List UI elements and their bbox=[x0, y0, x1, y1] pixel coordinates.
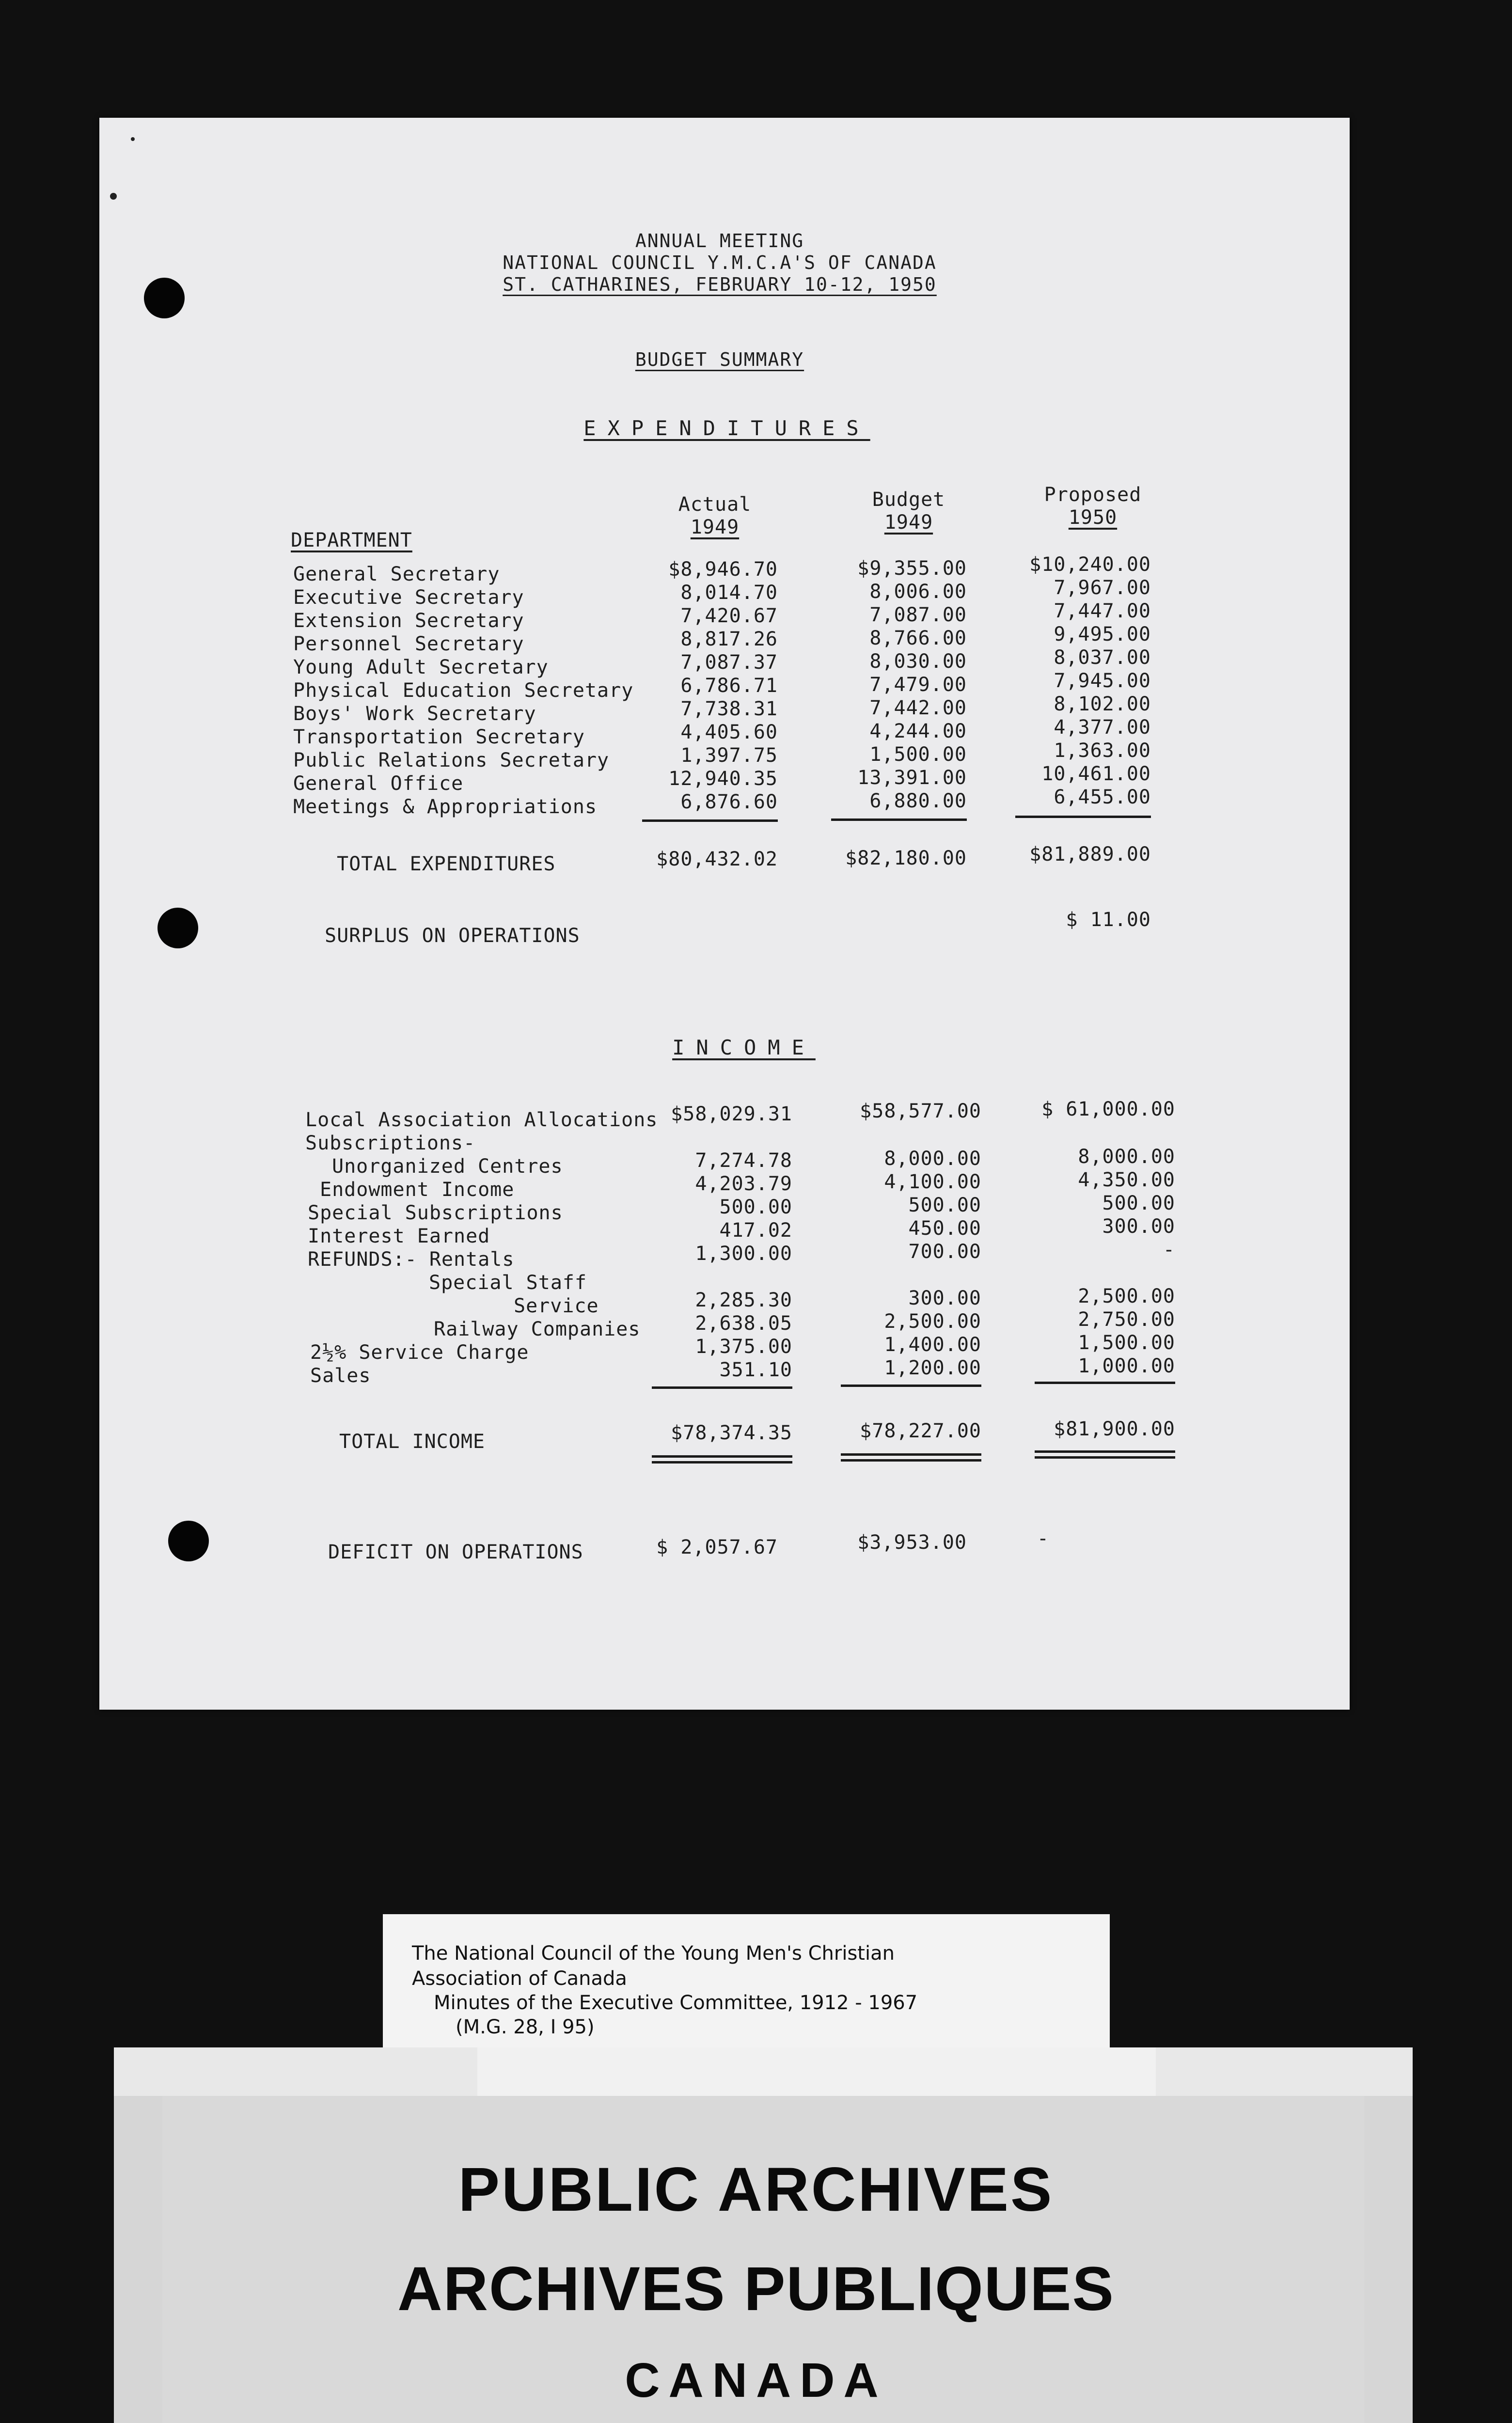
row-budget: 500.00 bbox=[908, 1194, 981, 1216]
row-actual: 8,014.70 bbox=[680, 582, 778, 604]
page-mark bbox=[110, 193, 117, 200]
row-label: Sales bbox=[310, 1365, 371, 1387]
row-label: Executive Secretary bbox=[293, 586, 524, 609]
row-proposed: 8,037.00 bbox=[1054, 646, 1151, 669]
archive-country: CANADA bbox=[625, 2353, 887, 2407]
row-budget: 7,479.00 bbox=[869, 674, 967, 696]
row-budget: 1,200.00 bbox=[884, 1357, 981, 1379]
total-expenditures-actual: $80,432.02 bbox=[656, 848, 778, 870]
double-rule bbox=[841, 1459, 981, 1462]
double-rule bbox=[652, 1455, 792, 1458]
row-actual: 2,285.30 bbox=[695, 1289, 792, 1311]
slip-line-1: The National Council of the Young Men's Christian bbox=[412, 1942, 895, 1965]
row-budget: 6,880.00 bbox=[869, 790, 967, 812]
row-actual: $8,946.70 bbox=[668, 558, 778, 581]
row-actual: 7,274.78 bbox=[695, 1149, 792, 1172]
col-actual-year: 1949 bbox=[690, 516, 740, 538]
budget-summary-title: BUDGET SUMMARY bbox=[635, 349, 804, 370]
row-budget: 8,006.00 bbox=[869, 581, 967, 603]
row-proposed: 7,967.00 bbox=[1054, 577, 1151, 599]
row-label: Service bbox=[514, 1295, 599, 1317]
surplus-label: SURPLUS ON OPERATIONS bbox=[325, 925, 580, 947]
total-expenditures-budget: $82,180.00 bbox=[845, 847, 967, 869]
row-actual: 8,817.26 bbox=[680, 628, 778, 650]
total-income-actual: $78,374.35 bbox=[671, 1422, 792, 1444]
row-label: Boys' Work Secretary bbox=[293, 703, 536, 725]
row-proposed: 10,461.00 bbox=[1041, 763, 1151, 785]
row-proposed: 2,750.00 bbox=[1078, 1308, 1175, 1331]
archive-title-french: ARCHIVES PUBLIQUES bbox=[397, 2254, 1115, 2324]
total-income-label: TOTAL INCOME bbox=[339, 1431, 485, 1453]
subtotal-rule bbox=[831, 818, 967, 821]
row-proposed: 8,000.00 bbox=[1078, 1146, 1175, 1168]
col-budget-label: Budget bbox=[872, 488, 945, 511]
col-actual-label: Actual bbox=[678, 493, 752, 516]
subtotal-rule bbox=[1035, 1382, 1175, 1384]
subtotal-rule bbox=[841, 1385, 981, 1387]
row-budget: 8,030.00 bbox=[869, 650, 967, 673]
row-actual: 7,087.37 bbox=[680, 651, 778, 674]
double-rule bbox=[652, 1461, 792, 1463]
income-heading: INCOME bbox=[672, 1036, 816, 1059]
row-budget: 8,000.00 bbox=[884, 1148, 981, 1170]
row-budget: 1,500.00 bbox=[869, 743, 967, 766]
row-budget: 4,244.00 bbox=[869, 720, 967, 742]
row-proposed: $10,240.00 bbox=[1029, 553, 1151, 576]
row-label: General Office bbox=[293, 772, 464, 795]
row-label: Transportation Secretary bbox=[293, 726, 585, 748]
row-label: Railway Companies bbox=[434, 1318, 641, 1340]
col-proposed-year: 1950 bbox=[1068, 506, 1118, 529]
row-budget: 300.00 bbox=[908, 1287, 981, 1309]
row-label: Special Subscriptions bbox=[308, 1202, 563, 1224]
row-actual: 12,940.35 bbox=[668, 768, 778, 790]
slip-line-4: (M.G. 28, I 95) bbox=[456, 2016, 595, 2038]
row-label: Extension Secretary bbox=[293, 610, 524, 632]
col-budget-year: 1949 bbox=[884, 511, 933, 534]
row-budget: 450.00 bbox=[908, 1217, 981, 1240]
row-budget: 13,391.00 bbox=[857, 767, 967, 789]
double-rule bbox=[841, 1453, 981, 1456]
subtotal-rule bbox=[642, 819, 778, 822]
row-budget: $58,577.00 bbox=[860, 1100, 981, 1122]
row-proposed: 1,500.00 bbox=[1078, 1332, 1175, 1354]
row-budget: 7,442.00 bbox=[869, 697, 967, 719]
total-expenditures-label: TOTAL EXPENDITURES bbox=[337, 853, 556, 875]
deficit-proposed: - bbox=[1037, 1527, 1049, 1550]
subtotal-rule bbox=[652, 1386, 792, 1389]
row-actual: 500.00 bbox=[719, 1196, 792, 1218]
deficit-budget: $3,953.00 bbox=[857, 1531, 967, 1554]
row-label: REFUNDS:- Rentals bbox=[308, 1248, 515, 1271]
row-actual: 351.10 bbox=[719, 1359, 792, 1381]
subtotal-rule bbox=[1015, 816, 1151, 818]
row-proposed: 4,377.00 bbox=[1054, 716, 1151, 739]
row-label: Unorganized Centres bbox=[332, 1155, 563, 1178]
archive-title-english: PUBLIC ARCHIVES bbox=[458, 2155, 1054, 2224]
page-mark bbox=[131, 137, 135, 141]
double-rule bbox=[1035, 1456, 1175, 1459]
deficit-label: DEFICIT ON OPERATIONS bbox=[328, 1541, 583, 1563]
total-income-budget: $78,227.00 bbox=[860, 1420, 981, 1442]
col-proposed-label: Proposed bbox=[1044, 484, 1142, 506]
row-budget: 1,400.00 bbox=[884, 1334, 981, 1356]
header-line-2: NATIONAL COUNCIL Y.M.C.A'S OF CANADA bbox=[503, 252, 937, 273]
row-budget: 2,500.00 bbox=[884, 1310, 981, 1333]
row-proposed: $ 61,000.00 bbox=[1041, 1098, 1175, 1120]
row-actual: 7,420.67 bbox=[680, 605, 778, 627]
row-proposed: 300.00 bbox=[1102, 1215, 1175, 1238]
total-income-proposed: $81,900.00 bbox=[1054, 1418, 1175, 1440]
row-label: General Secretary bbox=[293, 563, 500, 585]
row-proposed: 1,000.00 bbox=[1078, 1355, 1175, 1377]
row-proposed: 8,102.00 bbox=[1054, 693, 1151, 715]
document-page bbox=[99, 118, 1350, 1710]
slip-line-3: Minutes of the Executive Committee, 1912 - 1967 bbox=[434, 1992, 918, 2014]
row-actual: 4,405.60 bbox=[680, 721, 778, 743]
row-actual: 1,300.00 bbox=[695, 1243, 792, 1265]
double-rule bbox=[1035, 1450, 1175, 1453]
row-label: Physical Education Secretary bbox=[293, 679, 634, 702]
row-label: Subscriptions- bbox=[305, 1132, 476, 1154]
row-proposed: 9,495.00 bbox=[1054, 623, 1151, 645]
row-budget: 700.00 bbox=[908, 1241, 981, 1263]
row-proposed: 2,500.00 bbox=[1078, 1285, 1175, 1307]
surplus-proposed: $ 11.00 bbox=[1066, 909, 1151, 931]
row-budget: 4,100.00 bbox=[884, 1171, 981, 1193]
row-actual: 1,397.75 bbox=[680, 744, 778, 767]
row-proposed: 4,350.00 bbox=[1078, 1169, 1175, 1191]
row-budget: 7,087.00 bbox=[869, 604, 967, 626]
row-budget: 8,766.00 bbox=[869, 627, 967, 649]
row-proposed: 1,363.00 bbox=[1054, 739, 1151, 762]
row-proposed: 500.00 bbox=[1102, 1192, 1175, 1214]
row-label: Young Adult Secretary bbox=[293, 656, 549, 678]
header-line-3: ST. CATHARINES, FEBRUARY 10-12, 1950 bbox=[503, 274, 937, 295]
row-actual: 417.02 bbox=[719, 1219, 792, 1242]
expenditures-heading: EXPENDITURES bbox=[583, 416, 870, 440]
row-label: Endowment Income bbox=[320, 1179, 515, 1201]
row-actual: 1,375.00 bbox=[695, 1336, 792, 1358]
row-actual: 4,203.79 bbox=[695, 1173, 792, 1195]
slip-line-2: Association of Canada bbox=[412, 1967, 627, 1990]
row-proposed: 7,447.00 bbox=[1054, 600, 1151, 622]
deficit-actual: $ 2,057.67 bbox=[656, 1536, 778, 1558]
total-expenditures-proposed: $81,889.00 bbox=[1029, 843, 1151, 865]
row-label: Special Staff bbox=[429, 1272, 587, 1294]
row-actual: 6,876.60 bbox=[680, 791, 778, 813]
row-label: 2½% Service Charge bbox=[310, 1341, 529, 1364]
row-actual: 2,638.05 bbox=[695, 1312, 792, 1335]
row-proposed: 6,455.00 bbox=[1054, 786, 1151, 808]
row-label: Personnel Secretary bbox=[293, 633, 524, 655]
row-budget: $9,355.00 bbox=[857, 557, 967, 580]
punch-hole bbox=[168, 1521, 209, 1561]
row-actual: 6,786.71 bbox=[680, 675, 778, 697]
row-actual: 7,738.31 bbox=[680, 698, 778, 720]
row-label: Meetings & Appropriations bbox=[293, 796, 598, 818]
row-actual: $58,029.31 bbox=[671, 1103, 792, 1125]
row-proposed: - bbox=[1163, 1239, 1175, 1261]
punch-hole bbox=[144, 278, 185, 318]
punch-hole bbox=[158, 908, 198, 948]
header-line-1: ANNUAL MEETING bbox=[635, 230, 804, 252]
department-label: DEPARTMENT bbox=[291, 529, 412, 551]
row-label: Interest Earned bbox=[308, 1225, 490, 1247]
row-label: Local Association Allocations bbox=[305, 1109, 658, 1131]
row-proposed: 7,945.00 bbox=[1054, 670, 1151, 692]
row-label: Public Relations Secretary bbox=[293, 749, 610, 771]
